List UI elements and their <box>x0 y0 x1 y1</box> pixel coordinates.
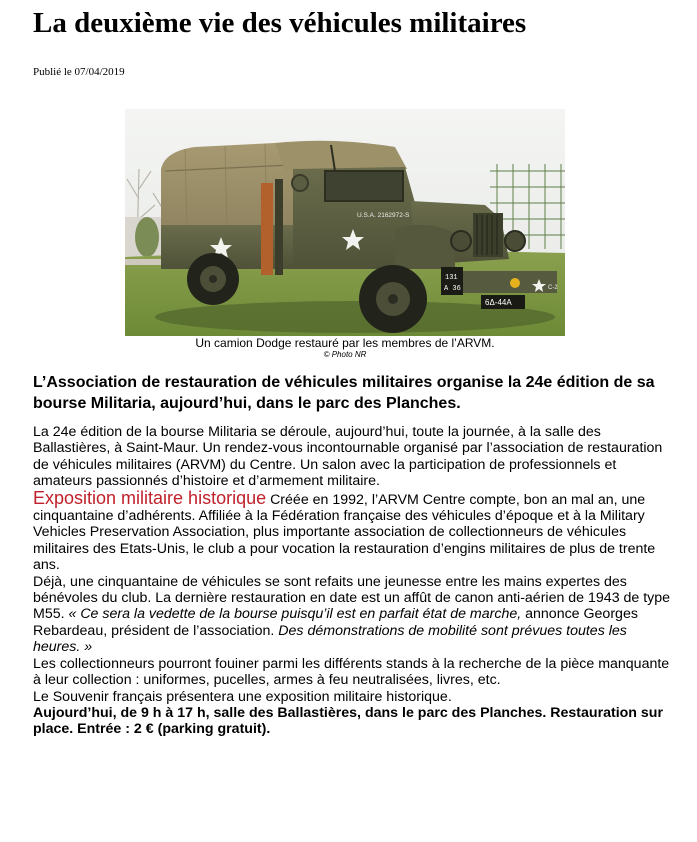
article-photo <box>125 109 565 336</box>
door-marking: U.S.A. 2162972-S <box>357 212 410 219</box>
paragraph: La 24e édition de la bourse Militaria se déroule, aujourd’hui, toute la journée, à la salle des Ballastières, à Saint-Maur. Un rendez-vous incontournable organisé par l’association de restauration de véhicules militaires (ARVM) du Centre. Un salon avec la participation de professionnels et amateurs passionnés d’histoire et d’armement militaire. <box>33 424 663 490</box>
practical-info: Aujourd’hui, de 9 h à 17 h, salle des Ballastières, dans le parc des Planches. Restauration sur place. Entrée : 2 € (parking gratuit). <box>33 704 663 738</box>
paragraph-text: Créée en 1992, l’ARVM Centre compte, bon an mal an, une cinquantaine d’adhérents. Affiliée à la Fédération française des véhicules d’époque et à la Military Vehicles Preservation Association, plus importante association de collectionneurs de véhicules militaires des Etats-Unis, le club a pour vocation la restauration d’engins militaires de plus de trente ans. <box>33 491 656 574</box>
paragraph <box>33 487 673 574</box>
paragraph-text: annonce Georges Rebardeau, président de l’association. <box>33 606 638 639</box>
photo-caption: Un camion Dodge restauré par les membres de l’ARVM. <box>195 336 495 350</box>
quote: Des démonstrations de mobilité sont prévues toutes les heures. » <box>33 622 627 656</box>
article-body <box>33 424 673 738</box>
front-plate: 6Δ-44A <box>485 298 512 307</box>
paragraph-text: Déjà, une cinquantaine de véhicules se sont refaits une jeunesse entre les mains expertes des bénévoles du club. La dernière restauration en date est un affût de canon anti-aérien de 1943 de type M55. <box>33 573 671 623</box>
photo-credit: © Photo NR <box>323 350 367 359</box>
article-title: La deuxième vie des véhicules militaires <box>33 7 527 39</box>
section-heading: Exposition militaire historique <box>33 487 267 508</box>
paragraph <box>33 574 673 656</box>
publication-date: Publié le 07/04/2019 <box>33 66 125 78</box>
paragraph: Le Souvenir français présentera une exposition militaire historique. <box>33 688 452 705</box>
paragraph: Les collectionneurs pourront fouiner parmi les différents stands à la recherche de la pièce manquante à leur collection : uniformes, pucelles, armes à feu neutralisées, livres, etc. <box>33 655 670 689</box>
dodge-truck-photo <box>125 109 565 336</box>
bumper-marking: C-2 <box>548 285 558 291</box>
quote: « Ce sera la vedette de la bourse puisqu’il est en parfait état de marche, <box>68 606 522 623</box>
svg-text:131: 131 <box>445 274 458 282</box>
svg-text:A 36: A 36 <box>444 285 461 293</box>
article-lead: L’Association de restauration de véhicules militaires organise la 24e édition de sa bourse Militaria, aujourd’hui, dans le parc des Planches. <box>33 374 655 412</box>
